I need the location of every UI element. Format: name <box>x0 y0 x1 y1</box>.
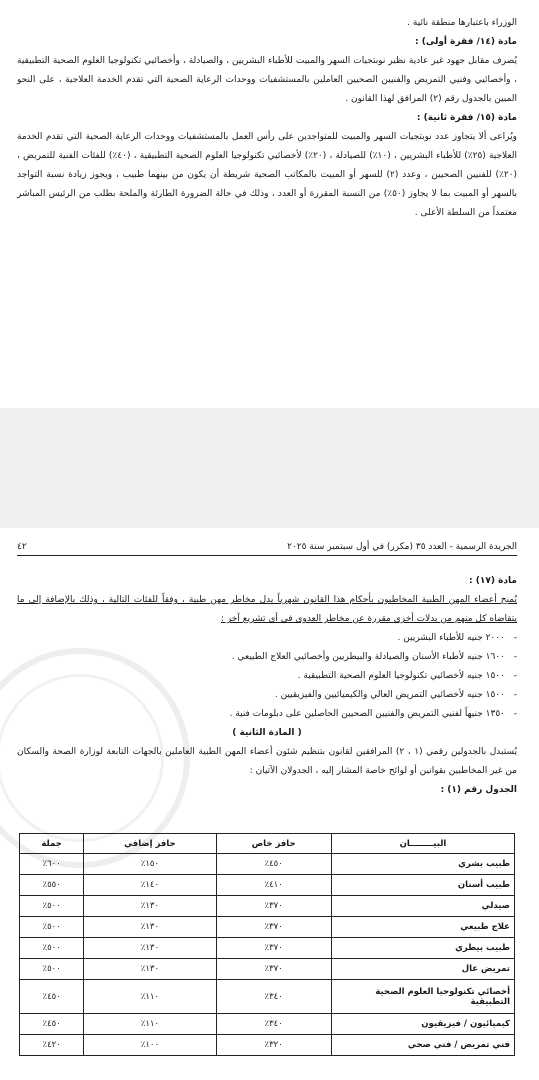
cell-additional: ١١٠٪ <box>84 1014 216 1035</box>
gazette-title: الجريدة الرسمية - العدد ٣٥ (مكرر) في أول سبتمبر سنة ٢٠٢٥ <box>287 542 517 552</box>
row-label: فني تمريض / فني صحي <box>331 1035 514 1056</box>
cell-special: ٣٧٠٪ <box>216 938 331 959</box>
cell-total: ٤٢٠٪ <box>20 1035 84 1056</box>
col-header-total: جملة <box>20 834 84 854</box>
article-14-title: مادة (١٤/ فقرة أولى) : <box>415 37 517 47</box>
page-header <box>17 542 517 556</box>
cell-special: ٤٥٠٪ <box>216 854 331 875</box>
cell-additional: ١٣٠٪ <box>84 896 216 917</box>
table-row <box>20 917 515 938</box>
list-item: - ٢٠٠٠ جنيه للأطباء البشريين . <box>17 629 517 648</box>
table-row <box>20 896 515 917</box>
cell-total: ٤٥٠٪ <box>20 1014 84 1035</box>
table-row <box>20 938 515 959</box>
table-1-title: الجدول رقم (١) : <box>440 785 517 795</box>
cell-additional: ١٣٠٪ <box>84 917 216 938</box>
top-page-text <box>17 14 517 223</box>
col-header-special-incentive: حافز خاص <box>216 834 331 854</box>
page-separator <box>0 408 539 528</box>
cell-total: ٥٠٠٪ <box>20 959 84 980</box>
cell-special: ٣٢٠٪ <box>216 1035 331 1056</box>
cell-special: ٣٤٠٪ <box>216 980 331 1014</box>
cell-total: ٦٠٠٪ <box>20 854 84 875</box>
top-page <box>0 0 539 408</box>
list-item: - ١٦٠٠ جنيه لأطباء الأسنان والصيادلة والبيطريين وأخصائيي العلاج الطبيعي . <box>17 648 517 667</box>
table-row <box>20 1035 515 1056</box>
article-15-body: ويُراعى ألا يتجاوز عدد نوبتجيات السهر والمبيت للمتواجدين على رأس العمل بالمستشفيات ووحدات الرعاية الصحية التي تقدم الخدمة العلاجية (٢٥٪) للأطباء البشريين ، (١٠٪) للصيادلة ، (٢٠٪) لأخصائيي تكنولوجيا العلوم الصحية التطبيقية ، (٤٠٪) للفئات الفنية للتمريض ، (٢٠٪) للفنيين الصحيين ، وعدد (٢) للسهر أو المبيت بالمكاتب الصحية شريطة أن يكون من بينهما طبيب ، ويجوز زيادة نسبة التواجد بالسهر أو المبيت بما لا يجاوز (٥٠٪) من النسبة المقررة أو العدد ، وذلك في حالة الضرورة الطارئة والملحة بطلب من الرئيس المباشر معتمداً من السلطة الأعلى . <box>17 132 518 218</box>
article-14-body: يُصرف مقابل جهود غير عادية نظير نوبتجيات السهر والمبيت للأطباء البشريين ، والصيادلة ، وأخصائيي تكنولوجيا العلوم الصحية التطبيقية ، وأخصائيي وفنيي التمريض والفنيين الصحيين العاملين بالمستشفيات ووحدات الرعاية الصحية التي تقدم الخدمة العلاجية ، على النحو المبين بالجدول رقم (٢) المرافق لهذا القانون . <box>17 56 517 104</box>
row-label: تمريض عال <box>331 959 514 980</box>
cell-special: ٣٧٠٪ <box>216 917 331 938</box>
cell-total: ٥٠٠٪ <box>20 917 84 938</box>
row-label: طبيب بيطري <box>331 938 514 959</box>
table-header-row <box>20 834 515 854</box>
continued-line: الوزراء باعتبارها منطقة نائية . <box>407 18 517 28</box>
article-17-title: مادة (١٧) : <box>469 576 517 586</box>
table-row <box>20 875 515 896</box>
table-row <box>20 854 515 875</box>
cell-additional: ١٤٠٪ <box>84 875 216 896</box>
article-2-title: ( المادة الثانية ) <box>232 728 302 738</box>
row-label: كيميائيون / فيزيقيون <box>331 1014 514 1035</box>
row-label: طبيب بشري <box>331 854 514 875</box>
cell-additional: ١١٠٪ <box>84 980 216 1014</box>
row-label: أخصائي تكنولوجيا العلوم الصحية التطبيقية <box>331 980 514 1014</box>
article-2-body: يُستبدل بالجدولين رقمي (١ ، ٢) المرافقين لقانون بتنظيم شئون أعضاء المهن الطبية العاملين بالجهات التابعة لوزارة الصحة والسكان من غير المخاطبين بقوانين أو لوائح خاصة المشار إليه ، الجدولان الآتيان : <box>17 747 517 776</box>
cell-special: ٤١٠٪ <box>216 875 331 896</box>
table-row <box>20 1014 515 1035</box>
cell-total: ٥٠٠٪ <box>20 896 84 917</box>
cell-additional: ١٥٠٪ <box>84 854 216 875</box>
incentives-table <box>19 833 515 1056</box>
cell-special: ٣٧٠٪ <box>216 896 331 917</box>
cell-additional: ١٣٠٪ <box>84 959 216 980</box>
col-header-additional-incentive: حافز إضافي <box>84 834 216 854</box>
col-header-description: البيــــــــان <box>331 834 514 854</box>
cell-special: ٣٤٠٪ <box>216 1014 331 1035</box>
bottom-page-text <box>17 572 517 800</box>
table-row <box>20 980 515 1014</box>
cell-total: ٥٥٠٪ <box>20 875 84 896</box>
bottom-page <box>0 528 539 1080</box>
allowance-list <box>17 629 517 724</box>
cell-total: ٤٥٠٪ <box>20 980 84 1014</box>
cell-additional: ١٠٠٪ <box>84 1035 216 1056</box>
list-item: - ١٥٠٠ جنيه لأخصائيي تكنولوجيا العلوم الصحية التطبيقية . <box>17 667 517 686</box>
cell-special: ٣٧٠٪ <box>216 959 331 980</box>
page-number: ٤٢ <box>17 542 27 552</box>
row-label: صيدلي <box>331 896 514 917</box>
cell-additional: ١٣٠٪ <box>84 938 216 959</box>
article-15-title: مادة (١٥/ فقرة ثانية) : <box>416 113 517 123</box>
cell-total: ٥٠٠٪ <box>20 938 84 959</box>
row-label: علاج طبيعي <box>331 917 514 938</box>
list-item: - ١٥٠٠ جنيه لأخصائيي التمريض العالي والكيميائيين والفيزيقيين . <box>17 686 517 705</box>
list-item: - ١٣٥٠ جنيهاً لفنيي التمريض والفنيين الصحيين الحاصلين على دبلومات فنية . <box>17 705 517 724</box>
row-label: طبيب أسنان <box>331 875 514 896</box>
table-row <box>20 959 515 980</box>
article-17-body: يُمنح أعضاء المهن الطبية المخاطبون بأحكام هذا القانون شهرياً بدل مخاطر مهن طبية ، وفقاً للفئات التالية ، وذلك بالإضافة إلى ما يتقاضاه كل منهم من بدلات أخرى مقررة عن مخاطر العدوى في أي تشريع آخر : <box>17 595 517 624</box>
